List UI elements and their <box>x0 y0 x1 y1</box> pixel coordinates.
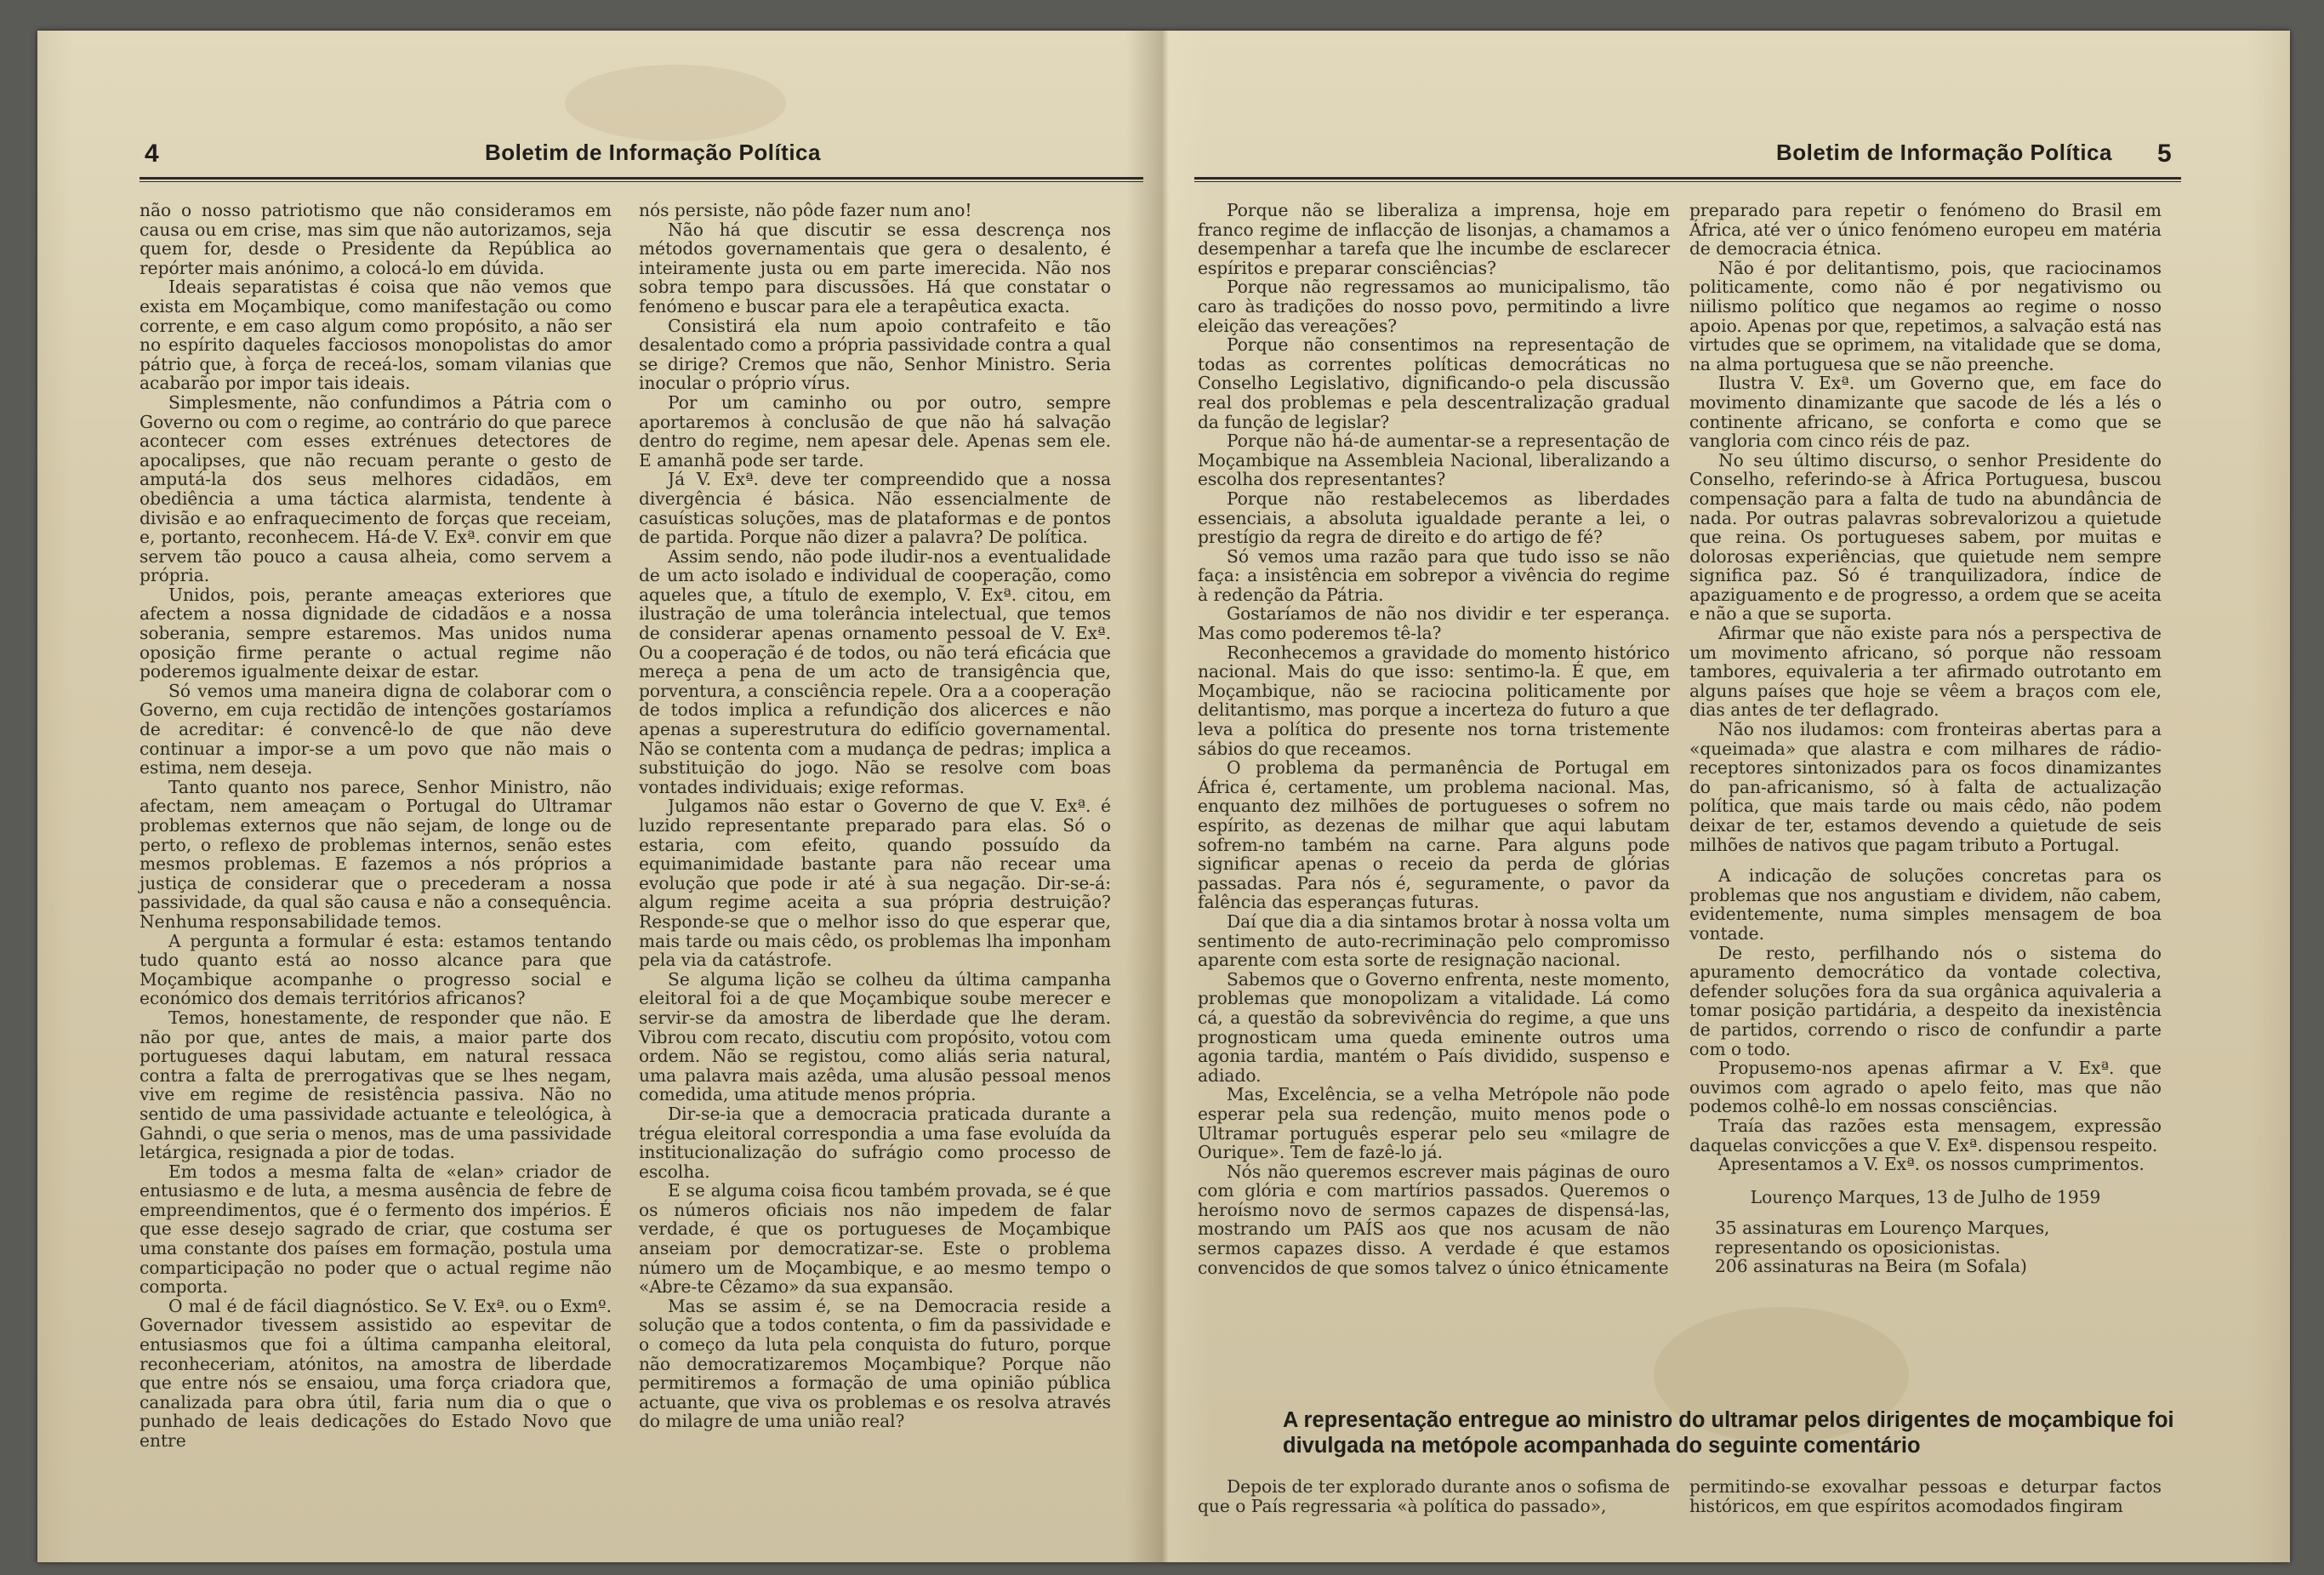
paragraph: Não há que discutir se essa descrença nos métodos governamentais que gera o desalento, é inteiramente justa ou em parte imerecida. Não nos sobra tempo para discussões. Há que constatar o fenómeno e buscar para ele a terapêutica exacta. <box>639 219 1111 317</box>
paragraph: Afirmar que não existe para nós a perspectiva de um movimento africano, só porque não ressoam tambores, equivaleria a ter afirmado outrotanto em alguns países que hoje se vêem a braços com ele, dias antes de ter deflagrado. <box>1689 623 2162 721</box>
paragraph: Sabemos que o Governo enfrenta, neste momento, problemas que monopolizam a vitalidade. Lá como cá, a questão da sobrevivência do regime, a que uns prognosticam uma queda eminente outros uma agonia tardia, mantém o País dividido, suspenso e adiado. <box>1198 968 1670 1086</box>
paragraph: Depois de ter explorado durante anos o sofisma de que o País regressaria «à política do passado», <box>1198 1476 1670 1516</box>
paragraph: De resto, perfilhando nós o sistema do apuramento democrático da vontade colectiva, defender soluções fora da sua orgânica aquivaleria a tomar posição partidária, a despeito da inexistência de partidos, correndo o risco de confundir a parte com o todo. <box>1689 942 2162 1059</box>
paragraph: Reconhecemos a gravidade do momento histórico nacional. Mais do que isso: sentimo-la. É que, em Moçambique, não se raciocina politicamente por delitantismo, mas porque a incerteza do futuro a que leva a política do presente nos torna tristemente sábios do que receamos. <box>1198 642 1670 759</box>
paragraph: permitindo-se exovalhar pessoas e deturpar factos históricos, em que espíritos acomodados fingiram <box>1689 1476 2162 1516</box>
paragraph: Se alguma lição se colheu da última campanha eleitoral foi a de que Moçambique soube merecer e servir-se da amostra de liberdade que lhe deram. Vibrou com recato, discutiu com propósito, votou com ordem. Não se registou, como aliás seria natural, uma palavra mais azêda, uma alusão pessoal menos comedida, uma atitude menos própria. <box>639 968 1111 1105</box>
paragraph: Apresentamos a V. Exª. os nossos cumprimentos. <box>1718 1154 2145 1175</box>
paragraph: O mal é de fácil diagnóstico. Se V. Exª. ou o Exmº. Governador tivessem assistido ao espevitar de entusiasmos que foi a última campanha eleitoral, reconheceriam, atónitos, na amostra de liberdade que entre nós se ensaiou, uma força criadora que, canalizada para obra útil, faria num dia o que o punhado de leais dedicações do Estado Novo que entre <box>140 1295 612 1451</box>
paragraph: Por um caminho ou por outro, sempre aportaremos à conclusão de que não há salvação dentro do regime, nem apesar dele. Apenas sem ele. E amanhã pode ser tarde. <box>639 391 1111 471</box>
place-date: Lourenço Marques, 13 de Julho de 1959 <box>1750 1186 2101 1207</box>
paragraph: preparado para repetir o fenómeno do Brasil em África, até ver o único fenómeno europeu em matéria de democracia étnica. <box>1689 200 2162 260</box>
signature-list <box>1689 1218 2162 1276</box>
paragraph: No seu último discurso, o senhor Presidente do Conselho, referindo-se à África Portuguesa, buscou compensação para a falta de tudo na abundância de nada. Por outras palavras sobrevalorizou a quietude que reina. Os portugueses sabem, por muitas e dolorosas experiências, que quietude nem sempre significa paz. Só é tranquilizadora, índice de apaziguamento e de progresso, a ordem que se aceita e não a que se suporta. <box>1689 449 2162 625</box>
paragraph: E se alguma coisa ficou também provada, se é que os números oficiais nos não impedem de falar verdade, é que os portugueses de Moçambique anseiam por democratizar-se. Este o problema número um de Moçambique, e ao mesmo tempo o «Abre-te Cêzamo» da sua expansão. <box>639 1180 1111 1298</box>
paragraph: Ideais separatistas é coisa que não vemos que exista em Moçambique, como manifestação ou como corrente, e em caso algum como propósito, a não ser no espírito daqueles facciosos monopolistas do amor pátrio que, à força de receá-los, somam vilanias que acabarão por impor tais ideais. <box>140 277 612 394</box>
newspaper-sheet <box>37 31 2290 1562</box>
article-column-1 <box>140 201 612 1451</box>
paragraph: Simplesmente, não confundimos a Pátria com o Governo ou com o regime, ao contrário do que parece acontecer com esses extrénues detectores de apocalipses, que não recuam perante o gesto de amputá-la dos seus melhores cidadãos, em obediência a uma táctica alarmista, tendente à divisão e ao enfraquecimento de forças que receiam, e, portanto, reconhecem. Há-de V. Exª. convir em que servem tão pouco a causa alheia, como servem a própria. <box>140 391 612 586</box>
paragraph: Unidos, pois, perante ameaças exteriores que afectem a nossa dignidade de cidadãos e a nossa soberania, sempre estaremos. Mas unidos numa oposição firme perante o actual regime não poderemos igualmente deixar de estar. <box>140 584 612 682</box>
paragraph: nós persiste, não pôde fazer num ano! <box>639 200 972 220</box>
article-column-2 <box>1689 201 2162 1276</box>
paragraph: Julgamos não estar o Governo de que V. Exª. é luzido representante preparado para elas. Só o estaria, com efeito, quando possuído da equimanimidade bastante para não recear uma evolução que pode ir até à sua negação. Dir-se-á: algum regime aceita a sua própria destruição? Responde-se que o melhor isso do que esperar que, mais tarde ou mais cêdo, os problemas lha imponham pela via da catástrofe. <box>639 796 1111 971</box>
article-column-1 <box>1198 201 1670 1277</box>
right-page <box>1164 31 2290 1562</box>
paragraph: Dir-se-ia que a democracia praticada durante a trégua eleitoral correspondia a uma fase evoluída da institucionalização do sufrágio como processo de escolha. <box>639 1103 1111 1182</box>
paragraph: Consistirá ela num apoio contrafeito e tão desalentado como a própria passividade contra a qual se dirige? Cremos que não, Senhor Ministro. Seria inocular o próprio vírus. <box>639 315 1111 394</box>
paragraph: Porque não há-de aumentar-se a representação de Moçambique na Assembleia Nacional, liberalizando a escolha dos representantes? <box>1198 431 1670 490</box>
paragraph: Porque não consentimos na representação de todas as correntes políticas democráticas no Conselho Legislativo, dignificando-o pela discussão real dos problemas e pela descentralização gradual da função de legislar? <box>1198 334 1670 432</box>
paragraph: Porque não se liberaliza a imprensa, hoje em franco regime de inflacção de lisonjas, a chamamos a desempenhar a tarefa que lhe incumbe de esclarecer espíritos e preparar consciências? <box>1198 200 1670 278</box>
page-header: Boletim de Informação Política <box>485 140 821 165</box>
header-rule <box>140 177 1143 182</box>
paragraph: Ilustra V. Exª. um Governo que, em face do movimento dinamizante que sacode de lés a lés o continente africano, se conforta e como que se vangloria com cinco réis de paz. <box>1689 373 2162 452</box>
paragraph: Porque não regressamos ao municipalismo, tão caro às tradições do nosso povo, permitindo a livre eleição das vereações? <box>1198 277 1670 336</box>
header-rule <box>1194 177 2181 182</box>
paragraph: Propusemo-nos apenas afirmar a V. Exª. que ouvimos com agrado o apelo feito, mas que não podemos colhê-lo em nossas consciências. <box>1689 1058 2162 1117</box>
signature-line: 206 assinaturas na Beira (m Sofala) <box>1715 1256 2027 1277</box>
paragraph: A indicação de soluções concretas para os problemas que nos angustiam e dividem, não cabem, evidentemente, numa simples mensagem de boa vontade. <box>1689 865 2162 944</box>
paragraph: Mas se assim é, se na Democracia reside a solução que a todos contenta, o fim da passividade e o começo da luta pela conquista do futuro, porque não democratizaremos Moçambique? Porque não permitiremos a formação de uma opinião pública actuante, que viva os problemas e os resolva através do milagre de uma união real? <box>639 1295 1111 1432</box>
article-column-2 <box>639 201 1111 1431</box>
paragraph: Só vemos uma razão para que tudo isso se não faça: a insistência em sobrepor a vivência do regime à redenção da Pátria. <box>1198 545 1670 605</box>
paragraph: A pergunta a formular é esta: estamos tentando tudo quanto está ao nosso alcance para que Moçambique acompanhe o progresso social e económico dos demais territórios africanos? <box>140 930 612 1009</box>
paragraph: Nós não queremos escrever mais páginas de ouro com glória e com martírios passados. Queremos o heroísmo novo de sermos capazes de dispensá-las, mostrando um PAÍS aos que nos acusam de não sermos capazes disso. A verdade é que estamos convencidos de que somos talvez o único étnicamente <box>1198 1161 1670 1278</box>
paragraph: Já V. Exª. deve ter compreendido que a nossa divergência é básica. Não essencialmente de casuísticas soluções, mas de plataformas e de pontos de partida. Porque não dizer a palavra? De política. <box>639 469 1111 548</box>
paragraph: Não nos iludamos: com fronteiras abertas para a «queimada» que alastra e com milhares de rádio-receptores sintonizados para os focos dinamizantes do pan-africanismo, só à falta de actualização política, que mais tarde ou mais cêdo, não podem deixar de ter, estamos devendo a quietude de seis milhões de nativos que pagam tributo a Portugal. <box>1689 719 2162 855</box>
paragraph: Temos, honestamente, de responder que não. E não por que, antes de mais, a maior parte dos portugueses daqui labutam, em natural ressaca contra a falta de prerrogativas que se lhes negam, vive em regime de resistência passiva. Não no sentido de uma passividade actuante e teleológica, à Gahndi, o que seria o menos, mas de uma passividade letárgica, resignada a pior de todas. <box>140 1007 612 1163</box>
paragraph: Porque não restabelecemos as liberdades essenciais, a absoluta igualdade perante a lei, o prestígio da regra de direito e do artigo de fé? <box>1198 488 1670 548</box>
paragraph: Tanto quanto nos parece, Senhor Ministro, não afectam, nem ameaçam o Portugal do Ultramar problemas externos que não sejam, de longe ou de perto, o reflexo de problemas internos, senão estes mesmos problemas. E fazemos a nós próprios a justiça de considerar que o precederam a nossa passividade, da qual são causa e não a consequência. Nenhuma responsabilidade temos. <box>140 776 612 932</box>
paragraph: O problema da permanência de Portugal em África é, certamente, um problema nacional. Mas, enquanto dez milhões de portugueses o sofrem no espírito, as dezenas de milhar que aqui labutam sofrem-no também na carne. Para alguns pode significar apenas o receio da perda de glórias passadas. Para nós é, seguramente, o pavor da falência das esperanças futuras. <box>1198 757 1670 913</box>
paragraph: Traía das razões esta mensagem, expressão daquelas convicções a que V. Exª. dispensou respeito. <box>1689 1115 2162 1156</box>
paragraph: não o nosso patriotismo que não consideramos em causa ou em crise, mas sim que não autorizamos, seja quem for, desde o Presidente da República ao repórter mais anónimo, a colocá-lo em dúvida. <box>140 200 612 278</box>
paragraph: Mas, Excelência, se a velha Metrópole não pode esperar pela sua redenção, muito menos pode o Ultramar português esperar pelo seu «milagre de Ourique». Tem de fazê-lo já. <box>1198 1084 1670 1163</box>
section-headline: A representação entregue ao ministro do ultramar pelos dirigentes de moçambique foi divulgada na metópole acompanhada do seguinte comentário <box>1283 1408 2174 1458</box>
paragraph: Assim sendo, não pode iludir-nos a eventualidade de um acto isolado e individual de cooperação, como aqueles que, a título de exemplo, V. Exª. citou, em ilustração de uma tolerância intelectual, que temos de considerar apenas ornamento pessoal de V. Exª. Ou a cooperação é de todos, ou não terá eficácia que mereça a pena de um acto de transigência que, porventura, a consciência repele. Ora a a cooperação de todos implica a refundição dos alicerces e não apenas a superestrutura do edifício governamental. Não se contenta com a mudança de pedras; implica a substituição do jogo. Não se resolve com boas vontades individuais; exige reformas. <box>639 545 1111 797</box>
page-number: 5 <box>2157 140 2172 168</box>
paragraph: Gostaríamos de não nos dividir e ter esperança. Mas como poderemos tê-la? <box>1198 603 1670 644</box>
left-page <box>37 31 1164 1562</box>
paragraph: Daí que dia a dia sintamos brotar à nossa volta um sentimento de auto-recriminação pelo compromisso aparente com esta sorte de resignação nacional. <box>1198 910 1670 971</box>
paragraph: Em todos a mesma falta de «elan» criador de entusiasmo e de luta, a mesma ausência de febre de empreendimentos, que é o fermento dos impérios. É que esse desejo sagrado de criar, que costuma ser uma constante dos países em formação, postula uma comparticipação no poder que o actual regime não comporta. <box>140 1161 612 1298</box>
paragraph: Não é por delitantismo, pois, que raciocinamos politicamente, como não é por negativismo ou niilismo político que negamos ao regime o nosso apoio. Apenas por que, repetimos, a salvação está nas virtudes que se oprimem, na vitalidade que se doma, na alma portuguesa que se não preenche. <box>1689 257 2162 374</box>
page-header: Boletim de Informação Política <box>1776 140 2112 165</box>
page-number: 4 <box>145 140 159 168</box>
signature-line: 35 assinaturas em Lourenço Marques, representando os oposicionistas. <box>1715 1218 2050 1258</box>
bottom-column-2 <box>1689 1477 2162 1515</box>
paragraph: Só vemos uma maneira digna de colaborar com o Governo, em cuja rectidão de intenções gostaríamos de acreditar: é convencê-lo de que não deve continuar a impor-se a um povo que não mais o estima, nem deseja. <box>140 680 612 779</box>
bottom-column-1 <box>1198 1477 1670 1515</box>
